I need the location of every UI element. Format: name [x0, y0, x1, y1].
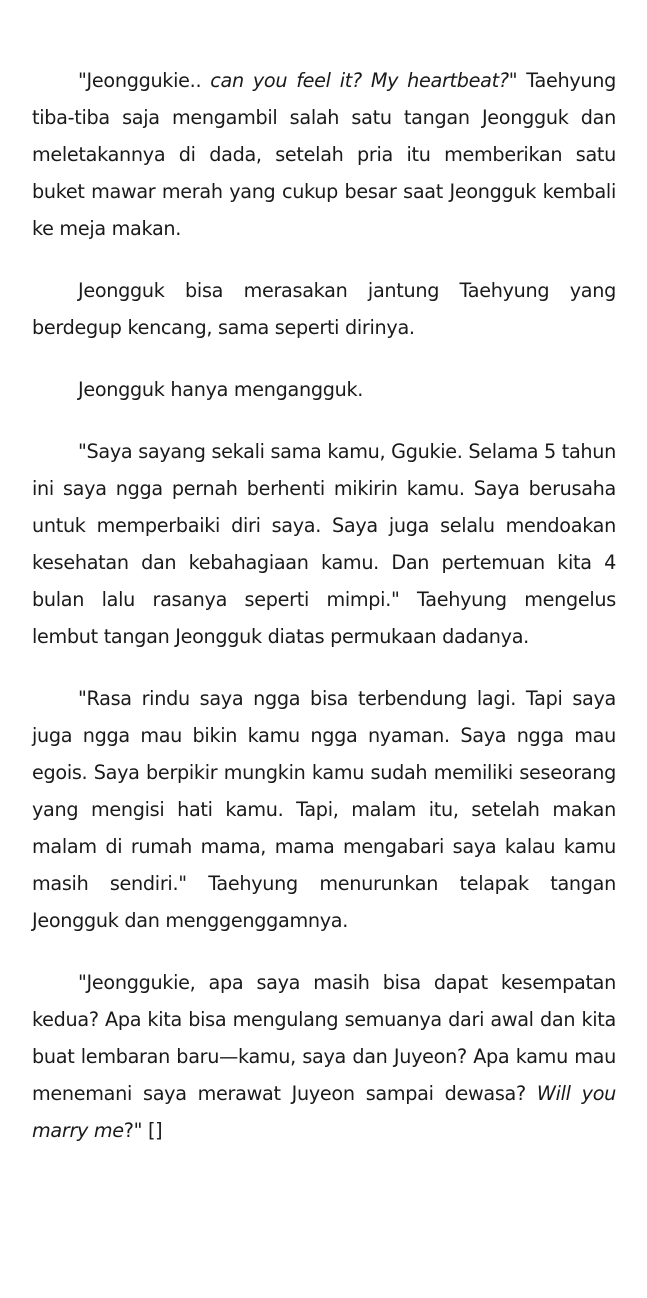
paragraph-6-part-1: "Jeonggukie, apa saya masih bisa dapat kesempatan kedua? Apa kita bisa mengulang semuanya dari awal dan kita buat lembaran baru—kamu, saya dan Juyeon? Apa kamu mau menemani saya merawat Juyeon sampai dewasa? — [32, 971, 616, 1105]
paragraph-6 — [32, 964, 616, 1149]
paragraph-1-part-3: " Taehyung tiba-tiba saja mengambil salah satu tangan Jeongguk dan meletakannya di dada, setelah pria itu memberikan satu buket mawar merah yang cukup besar saat Jeongguk kembali ke meja makan. — [32, 69, 616, 240]
paragraph-5-text: "Rasa rindu saya ngga bisa terbendung lagi. Tapi saya juga ngga mau bikin kamu ngga nyaman. Saya ngga mau egois. Saya berpikir mungkin kamu sudah memiliki seseorang yang mengisi hati kamu. Tapi, malam itu, setelah makan malam di rumah mama, mama mengabari saya kalau kamu masih sendiri." Taehyung menurunkan telapak tangan Jeongguk dan menggenggamnya. — [32, 687, 616, 932]
paragraph-1 — [32, 62, 616, 247]
story-text — [32, 62, 616, 1174]
paragraph-2 — [32, 272, 616, 346]
paragraph-4 — [32, 433, 616, 655]
paragraph-1-italic-question: can you feel it? My heartbeat? — [210, 69, 509, 92]
paragraph-4-text: "Saya sayang sekali sama kamu, Ggukie. Selama 5 tahun ini saya ngga pernah berhenti mikirin kamu. Saya berusaha untuk memperbaiki diri saya. Saya juga selalu mendoakan kesehatan dan kebahagiaan kamu. Dan pertemuan kita 4 bulan lalu rasanya seperti mimpi." Taehyung mengelus lembut tangan Jeongguk diatas permukaan dadanya. — [32, 440, 616, 648]
paragraph-1-part-1: "Jeonggukie.. — [78, 69, 211, 92]
paragraph-2-text: Jeongguk bisa merasakan jantung Taehyung yang berdegup kencang, sama seperti dirinya. — [32, 279, 616, 339]
paragraph-3 — [32, 371, 616, 408]
paragraph-5 — [32, 680, 616, 939]
paragraph-6-italic-proposal: Will you marry me — [32, 1082, 616, 1142]
paragraph-3-text: Jeongguk hanya mengangguk. — [78, 378, 364, 401]
paragraph-6-part-3: ?" [] — [123, 1119, 163, 1142]
